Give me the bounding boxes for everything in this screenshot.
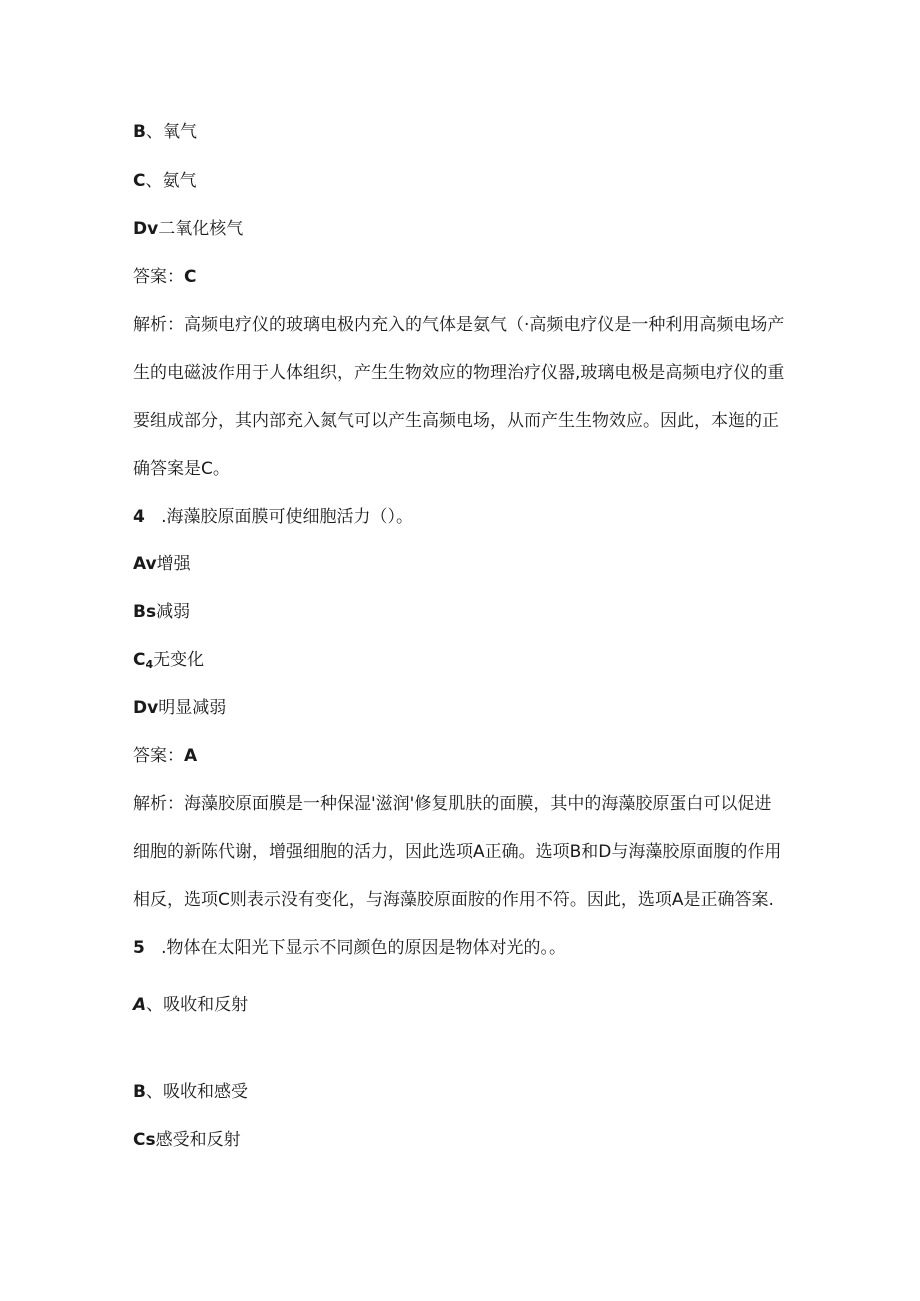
q4-option-a xyxy=(133,553,191,575)
q5-stem-text: .物体在太阳光下显示不同颜色的原因是物体对光的。。 xyxy=(161,938,566,958)
q3-answer xyxy=(133,266,196,288)
q4-option-d xyxy=(133,697,226,719)
q4-answer-label: 答案： xyxy=(133,746,184,766)
q4-option-c-text: 无变化 xyxy=(153,650,205,670)
q3-explanation-line-3: 要组成部分，其内部充入氮气可以产生高频电场，从而产生生物效应。因此，本迤的正 xyxy=(133,411,779,431)
q4-option-b xyxy=(133,601,190,623)
q4-option-c-letter: C xyxy=(133,650,146,670)
q3-option-c-text: 氨气 xyxy=(162,171,197,191)
q4-answer xyxy=(133,745,197,767)
q5-option-c xyxy=(133,1129,241,1151)
q5-option-b-text: 吸收和感受 xyxy=(162,1082,248,1102)
q4-stem-text: .海藻胶原面膜可使细胞活力（）。 xyxy=(161,507,413,527)
q5-option-c-text: 感受和反射 xyxy=(155,1130,241,1150)
q4-option-b-letter: Bs xyxy=(133,602,157,622)
q3-option-c-letter: C xyxy=(133,171,146,191)
q4-option-d-text: 明显减弱 xyxy=(158,698,227,718)
q3-explanation-line-4: 确答案是C。 xyxy=(133,459,230,479)
q5-option-a-letter: A xyxy=(133,995,147,1015)
q4-option-c xyxy=(133,649,204,676)
q3-answer-value: C xyxy=(184,267,197,287)
q4-option-a-letter: Av xyxy=(133,554,157,574)
q5-option-a-text: 吸收和反射 xyxy=(163,995,249,1015)
q3-option-b-text: 氧气 xyxy=(162,122,197,142)
q5-option-b-letter: B xyxy=(133,1082,146,1102)
q5-option-a xyxy=(133,994,248,1016)
q5-number: 5 xyxy=(133,938,145,958)
q4-option-a-text: 增强 xyxy=(156,554,191,574)
q5-option-c-letter: Cs xyxy=(133,1130,156,1150)
q4-explanation-line-3: 相反，选项C则表示没有变化，与海藻胶原面胺的作用不符。因此，选项A是正确答案. xyxy=(133,890,774,910)
q3-explanation-line-2: 生的电磁波作用于人体组织，产生生物效应的物理治疗仪器,玻璃电极是高频电疗仪的重 xyxy=(133,363,785,383)
q5-option-a-sep: 、 xyxy=(146,995,164,1015)
q3-option-d xyxy=(133,218,243,240)
q3-option-d-text: 二氧化核气 xyxy=(158,219,244,239)
q3-option-d-letter: Dv xyxy=(133,219,159,239)
q4-option-c-sub: 4 xyxy=(145,658,154,671)
q4-option-b-text: 减弱 xyxy=(156,602,191,622)
q4-explanation-line-2: 细胞的新陈代谢，增强细胞的活力，因此选项A正确。选项B和D与海藻胶原面腹的作用 xyxy=(133,842,782,862)
q3-option-b xyxy=(133,121,197,143)
q3-option-b-letter: B xyxy=(133,122,146,142)
q4-stem xyxy=(133,506,413,528)
q3-explanation-line-1: 解析：高频电疗仪的玻璃电极内充入的气体是氨气（·高频电疗仪是一种利用高频电场产 xyxy=(133,315,785,335)
q4-answer-value: A xyxy=(184,746,198,766)
q4-number: 4 xyxy=(133,507,145,527)
q5-option-b xyxy=(133,1081,248,1103)
q4-option-d-letter: Dv xyxy=(133,698,159,718)
q5-stem xyxy=(133,937,566,959)
q3-option-c-sep: 、 xyxy=(145,171,163,191)
q3-answer-label: 答案： xyxy=(133,267,184,287)
q4-explanation-line-1: 解析：海藻胶原面膜是一种保湿'滋润'修复肌肤的面膜，其中的海藻胶原蛋白可以促进 xyxy=(133,794,772,814)
q3-option-c xyxy=(133,170,196,192)
q3-option-b-sep: 、 xyxy=(145,122,163,142)
q5-option-b-sep: 、 xyxy=(145,1082,163,1102)
